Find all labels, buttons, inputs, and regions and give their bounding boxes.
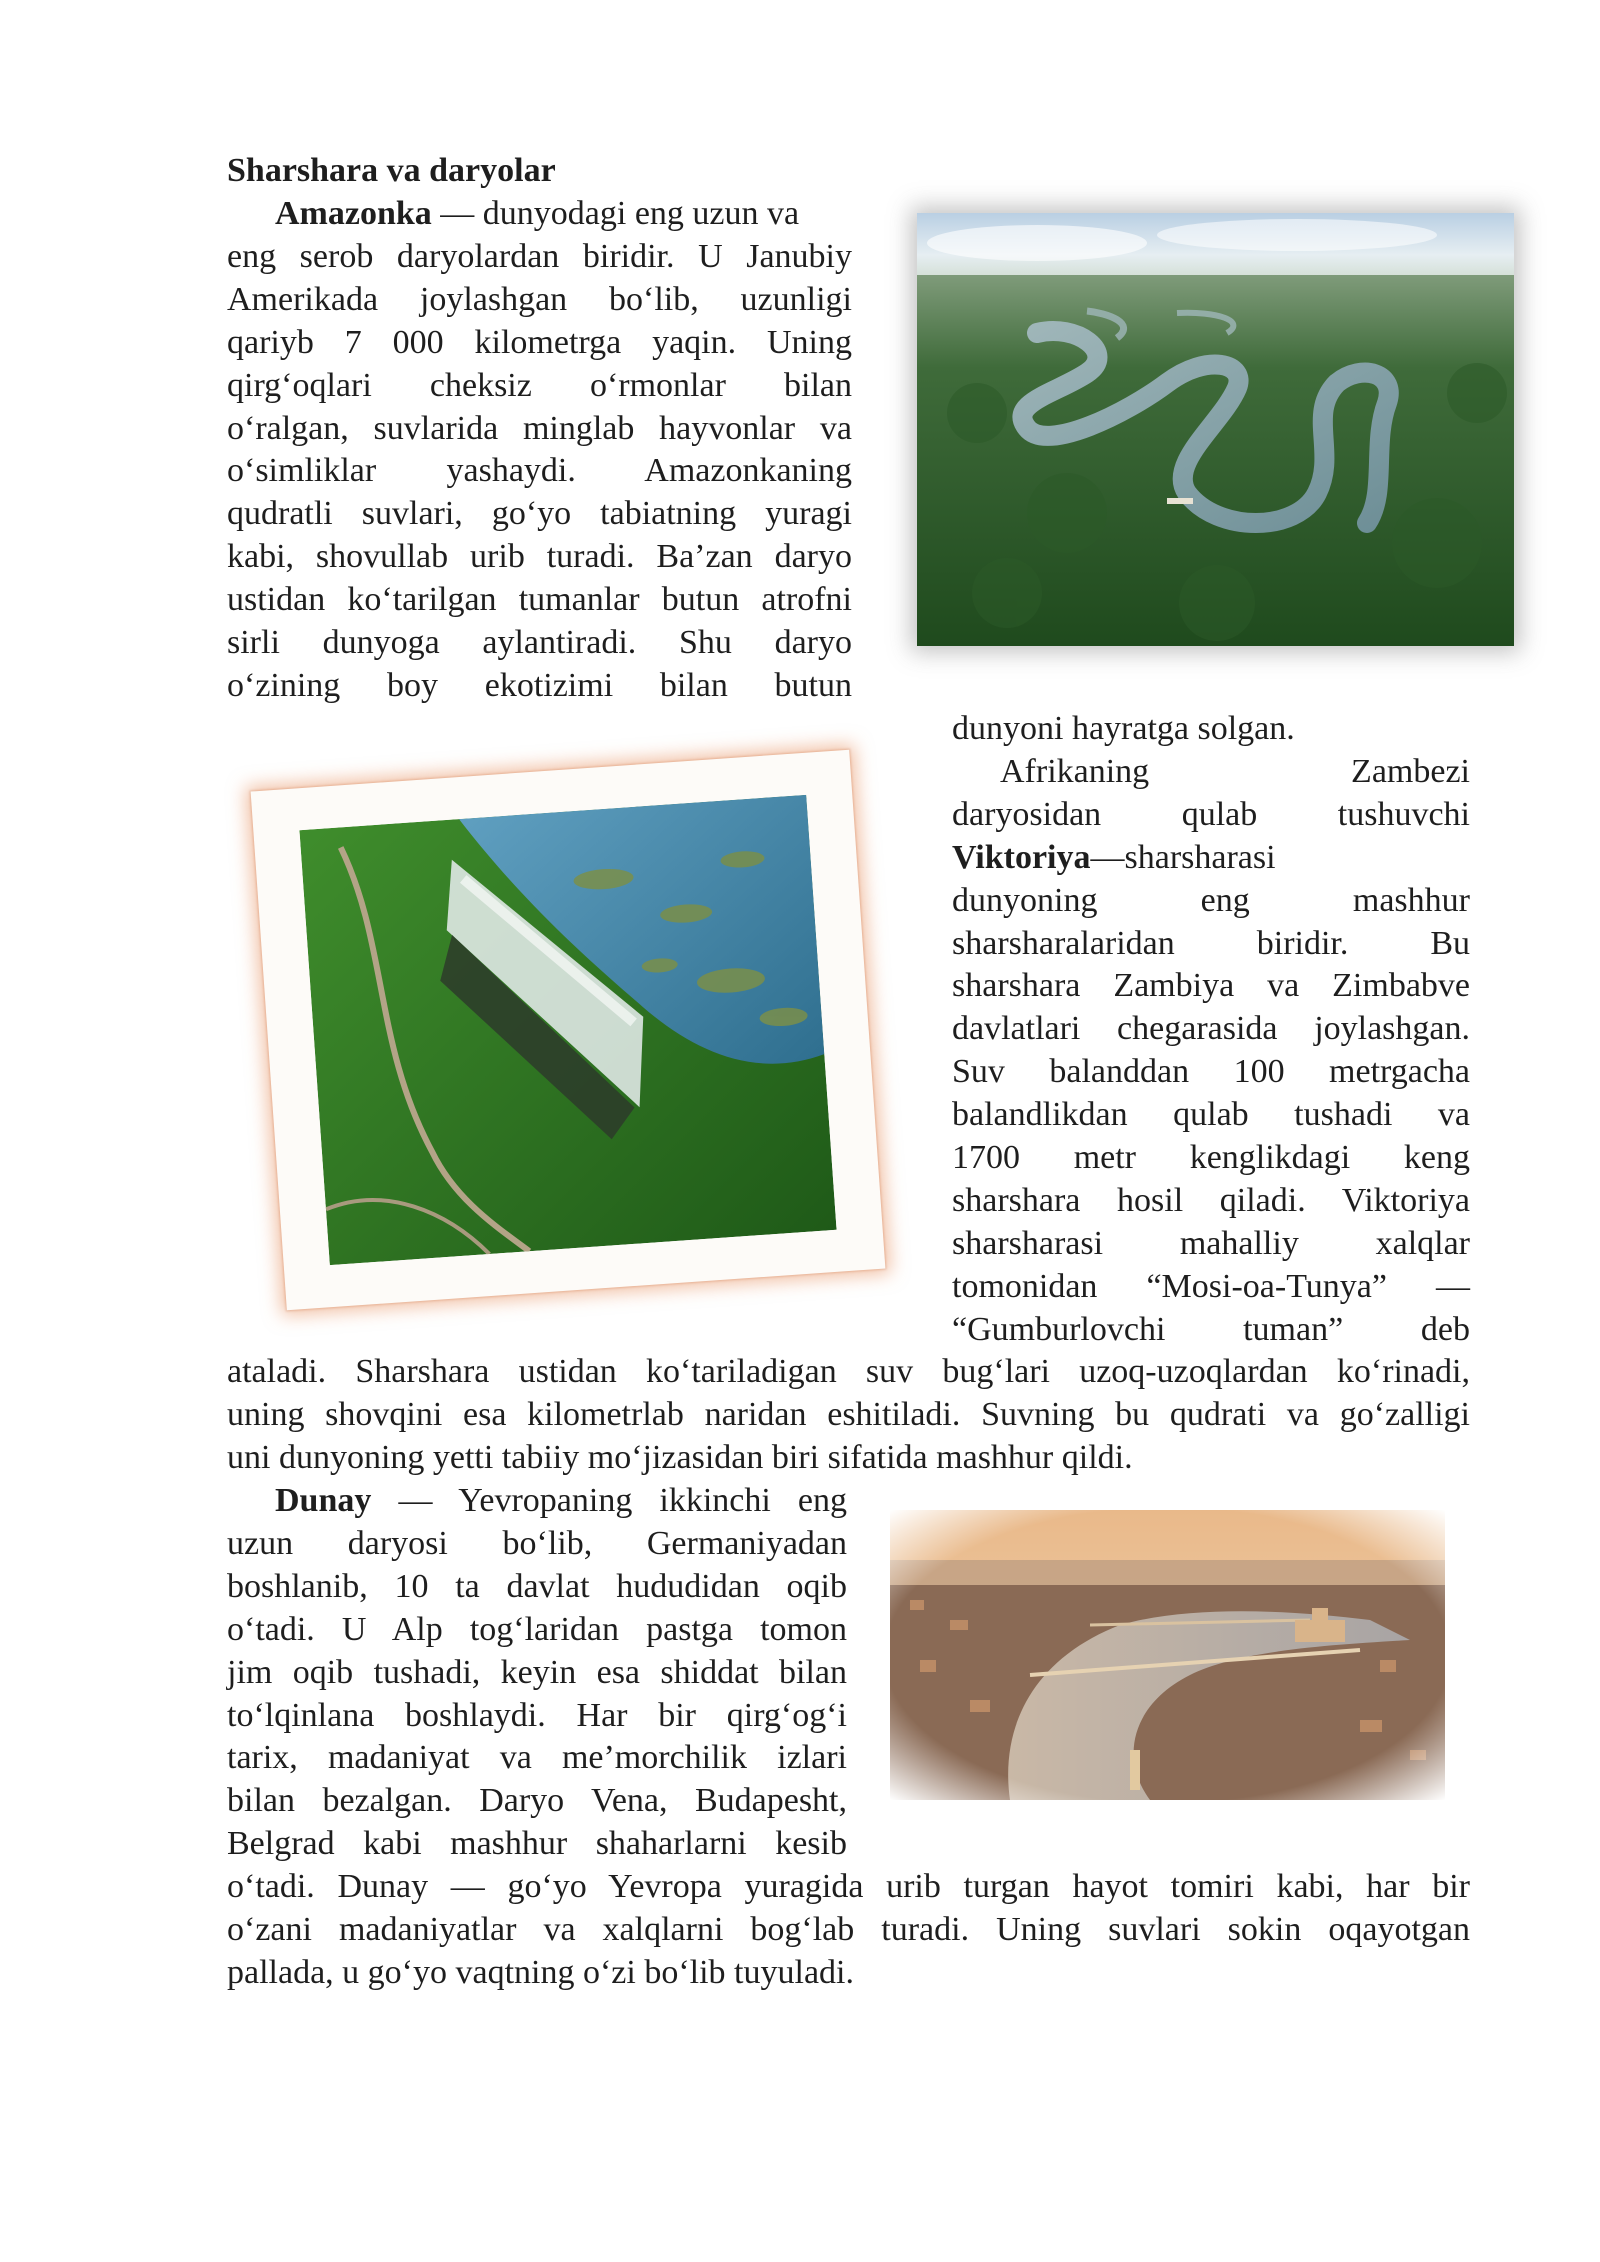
- amazon-end-line: dunyoni hayratga solgan.: [952, 710, 1295, 747]
- victoria-line: davlatlari chegarasida joylashgan.: [952, 1010, 1470, 1048]
- danube-full-line: o‘zani madaniyatlar va xalqlarni bog‘lab turadi. Uning suvlari sokin oqayotgan: [227, 1910, 1470, 1948]
- danube-full-line: pallada, u go‘yo vaqtning o‘zi bo‘lib tuyuladi.: [227, 1953, 854, 1991]
- danube-line: jim oqib tushadi, keyin esa shiddat bilan: [227, 1653, 847, 1691]
- danube-full-line: o‘tadi. Dunay — go‘yo Yevropa yuragida urib turgan hayot tomiri kabi, har bir: [227, 1868, 1470, 1905]
- amazon-name: Amazonka: [275, 195, 432, 232]
- victoria-name: Viktoriya: [952, 838, 1091, 876]
- danube-line: bilan bezalgan. Daryo Vena, Budapesht,: [227, 1782, 847, 1820]
- amazon-line: o‘simliklar yashaydi. Amazonkaning: [227, 452, 852, 490]
- victoria-line: balandlikdan qulab tushadi va: [952, 1096, 1470, 1134]
- danube-line: o‘tadi. U Alp tog‘laridan pastga tomon: [227, 1610, 847, 1648]
- victoria-photo-frame: [251, 750, 886, 1311]
- victoria-line: sharshara Zambiya va Zimbabve: [952, 967, 1470, 1005]
- danube-name: Dunay: [275, 1482, 372, 1519]
- victoria-full-line: ataladi. Sharshara ustidan ko‘tariladigan suv bug‘lari uzoq-uzoqlardan ko‘rinadi,: [227, 1353, 1470, 1390]
- amazon-line: o‘zining boy ekotizimi bilan butun: [227, 666, 852, 704]
- amazon-line: qariyb 7 000 kilometrga yaqin. Uning: [227, 323, 852, 361]
- danube-paragraph: [227, 1480, 847, 1866]
- amazon-line: Amerikada joylashgan bo‘lib, uzunligi: [227, 280, 852, 318]
- victoria-line: “Gumburlovchi tuman” deb: [952, 1310, 1470, 1348]
- section-title: Sharshara va daryolar: [227, 152, 556, 189]
- victoria-full-line: uning shovqini esa kilometrlab naridan eshitiladi. Suvning bu qudrati va go‘zalligi: [227, 1395, 1470, 1433]
- amazon-line: kabi, shovullab urib turadi. Ba’zan daryo: [227, 538, 852, 576]
- victoria-line: 1700 metr kenglikdagi keng: [952, 1139, 1470, 1177]
- danube-line: boshlanib, 10 ta davlat hududidan oqib: [227, 1567, 847, 1605]
- victoria-line: sharsharasi mahalliy xalqlar: [952, 1224, 1470, 1262]
- danube-line: to‘lqinlana boshlaydi. Har bir qirg‘og‘i: [227, 1696, 847, 1734]
- victoria-falls-photo: [299, 795, 836, 1265]
- victoria-full-width: [227, 1351, 1470, 1480]
- danube-full-width: [227, 1866, 1470, 1995]
- danube-line: uzun daryosi bo‘lib, Germaniyadan: [227, 1524, 847, 1562]
- amazon-line: ustidan ko‘tarilgan tumanlar butun atrofni: [227, 581, 852, 619]
- amazon-line: Amazonka — dunyodagi eng uzun va: [275, 195, 800, 232]
- danube-budapest-photo: [890, 1510, 1445, 1800]
- amazon-paragraph: [227, 193, 852, 708]
- victoria-line: tomonidan “Mosi-oa-Tunya” —: [952, 1267, 1470, 1305]
- amazon-line: qudratli suvlari, go‘yo tabiatning yuragi: [227, 495, 852, 533]
- amazon-river-photo: [917, 213, 1514, 646]
- victoria-line: sharshara hosil qiladi. Viktoriya: [952, 1181, 1470, 1219]
- victoria-full-line: uni dunyoning yetti tabiiy mo‘jizasidan biri sifatida mashhur qildi.: [227, 1438, 1133, 1476]
- victoria-line: dunyoning eng mashhur: [952, 881, 1470, 919]
- victoria-line: sharsharalaridan biridir. Bu: [952, 924, 1470, 962]
- danube-line: Belgrad kabi mashhur shaharlarni kesib: [227, 1825, 847, 1863]
- danube-line: tarix, madaniyat va me’morchilik izlari: [227, 1739, 847, 1777]
- amazon-line: qirg‘oqlari cheksiz o‘rmonlar bilan: [227, 366, 852, 404]
- amazon-line: eng serob daryolardan biridir. U Janubiy: [227, 237, 852, 275]
- victoria-line: Afrikaning Zambezi: [1000, 752, 1470, 790]
- victoria-line: daryosidan qulab tushuvchi: [952, 795, 1470, 833]
- amazon-line: o‘ralgan, suvlarida minglab hayvonlar va: [227, 409, 852, 447]
- victoria-column: [952, 708, 1470, 1352]
- amazon-line: sirli dunyoga aylantiradi. Shu daryo: [227, 624, 852, 662]
- danube-line: Dunay — Yevropaning ikkinchi eng: [275, 1482, 847, 1519]
- victoria-line: Suv balanddan 100 metrgacha: [952, 1053, 1470, 1091]
- victoria-line: Viktoriya—sharsharasi: [952, 838, 1276, 876]
